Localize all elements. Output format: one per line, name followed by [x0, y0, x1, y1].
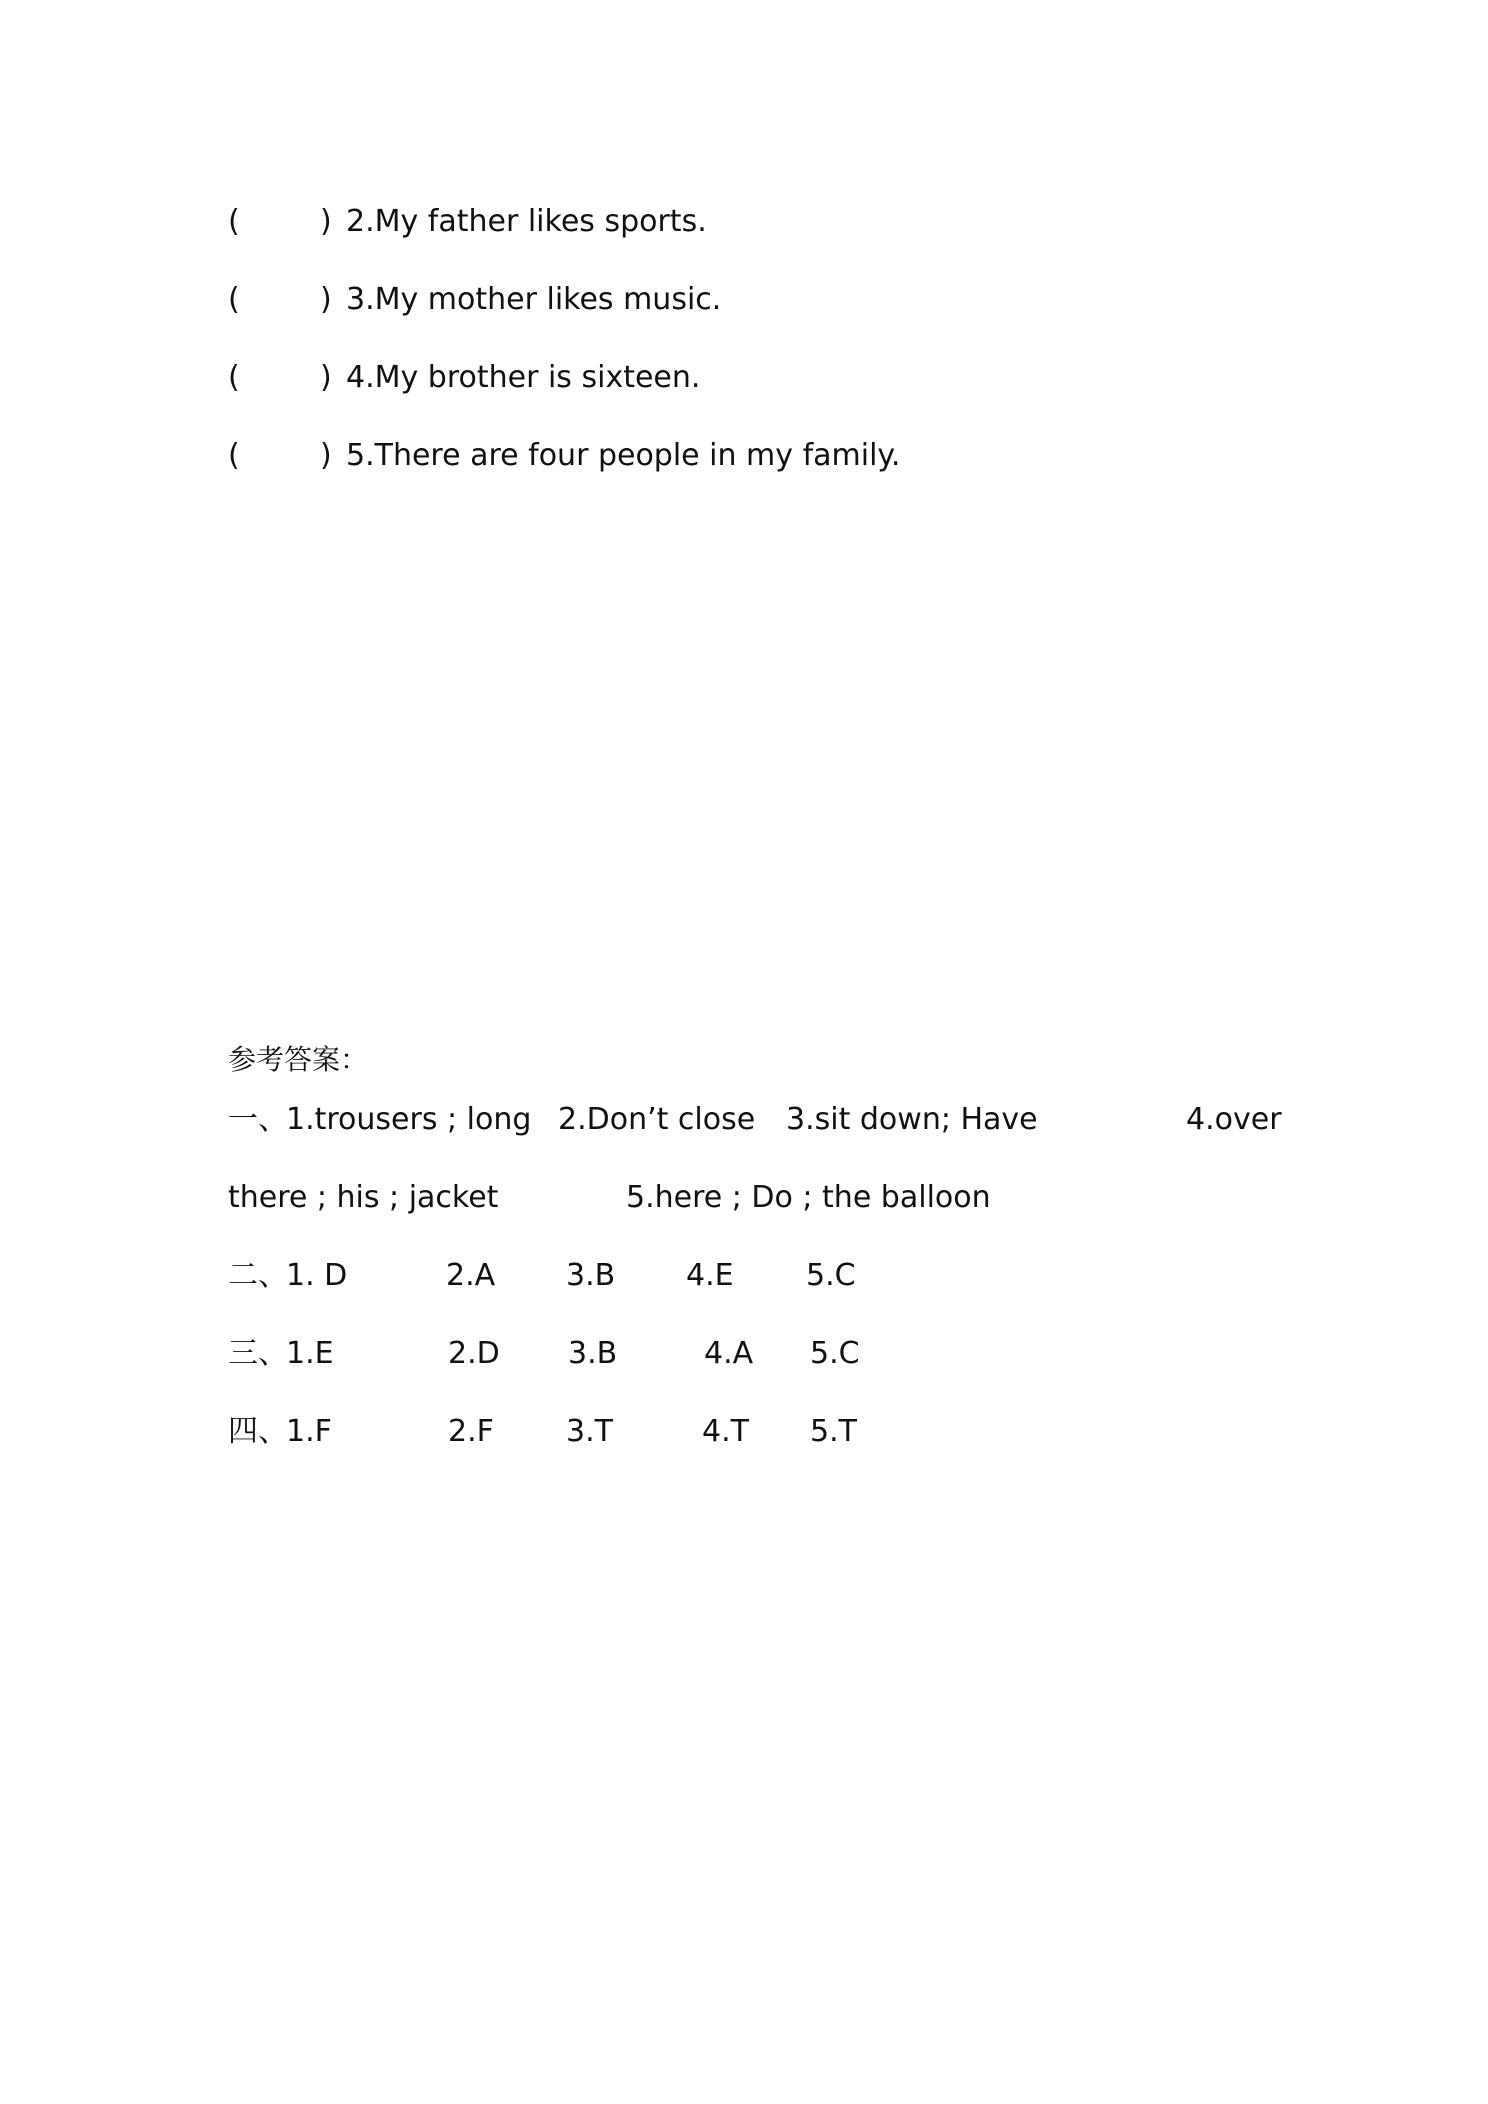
part2-answer-2: 2.A [446, 1258, 496, 1293]
part1-prefix: 一、 [228, 1102, 288, 1137]
part4-answer-1: 1.F [286, 1414, 332, 1449]
part4-answer-3: 3.T [566, 1414, 613, 1449]
part2-answer-4: 4.E [686, 1258, 734, 1293]
part4-answer-2: 2.F [448, 1414, 494, 1449]
answer-blank-close: ) [320, 204, 332, 239]
part4-prefix: 四、 [228, 1414, 288, 1449]
answer-blank-close: ) [320, 360, 332, 395]
part1-answer-1: 1.trousers ; long [286, 1102, 532, 1137]
part4-answer-5: 5.T [810, 1414, 857, 1449]
answer-blank-open: ( [228, 282, 240, 317]
part3-prefix: 三、 [228, 1336, 288, 1371]
answers-title: 参考答案： [228, 1043, 369, 1076]
answer-blank-open: ( [228, 438, 240, 473]
part2-answer-3: 3.B [566, 1258, 616, 1293]
answer-blank-open: ( [228, 204, 240, 239]
answer-blank-open: ( [228, 360, 240, 395]
tf-statement: 4.My brother is sixteen. [346, 360, 701, 395]
answer-blank-close: ) [320, 438, 332, 473]
tf-statement: 5.There are four people in my family. [346, 438, 901, 473]
part3-answer-4: 4.A [704, 1336, 754, 1371]
part1-answer-5: 5.here ; Do ; the balloon [626, 1180, 991, 1215]
part1-answer-4-end: there ; his ; jacket [228, 1180, 499, 1215]
part4-answer-4: 4.T [702, 1414, 749, 1449]
part3-answer-3: 3.B [568, 1336, 618, 1371]
part3-answer-2: 2.D [448, 1336, 500, 1371]
part1-answer-3: 3.sit down; Have [786, 1102, 1038, 1137]
part3-answer-1: 1.E [286, 1336, 334, 1371]
part1-answer-4-start: 4.over [1186, 1102, 1282, 1137]
part2-answer-5: 5.C [806, 1258, 856, 1293]
part1-answer-2: 2.Don’t close [558, 1102, 756, 1137]
part2-answer-1: 1. D [286, 1258, 348, 1293]
part2-prefix: 二、 [228, 1258, 288, 1293]
tf-statement: 2.My father likes sports. [346, 204, 707, 239]
tf-statement: 3.My mother likes music. [346, 282, 722, 317]
answer-blank-close: ) [320, 282, 332, 317]
part3-answer-5: 5.C [810, 1336, 860, 1371]
